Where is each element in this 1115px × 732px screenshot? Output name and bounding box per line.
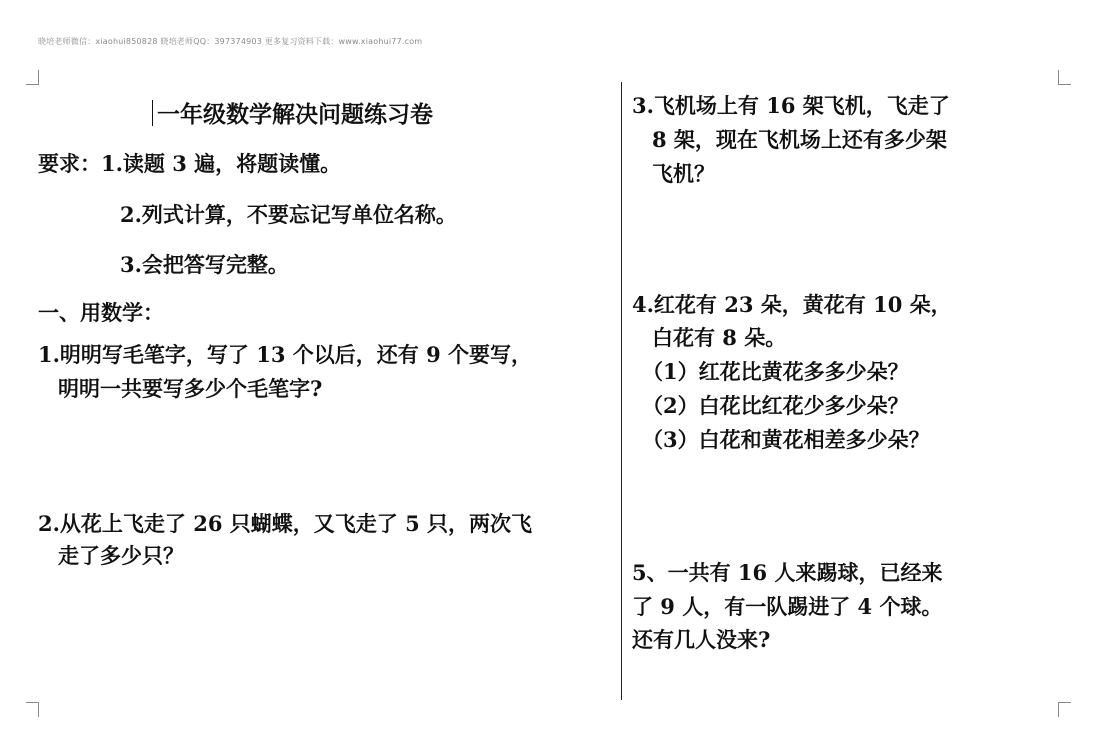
page-title: [152, 96, 433, 129]
question-4-sub-1: （1）红花比黄花多多少朵？: [642, 359, 909, 384]
corner-mark-bottom-left: [26, 702, 39, 717]
question-5-line-2: 了 9 人，有一队踢进了 4 个球。: [632, 594, 943, 619]
question-3-line-1: 3.飞机场上有 16 架飞机，飞走了: [632, 93, 950, 118]
question-2-line-1: 2.从花上飞走了 26 只蝴蝶，又飞走了 5 只，两次飞: [38, 511, 533, 536]
question-1-line-2: 明明一共要写多少个毛笔字?: [58, 376, 323, 401]
question-3-line-2: 8 架，现在飞机场上还有多少架: [652, 127, 947, 152]
question-2-line-2: 走了多少只？: [58, 543, 184, 568]
requirement-1: 要求：1.读题 3 遍，将题读懂。: [38, 151, 342, 176]
question-1-line-1: 1.明明写毛笔字，写了 13 个以后，还有 9 个要写，: [38, 342, 533, 367]
corner-mark-top-right: [1058, 70, 1071, 85]
question-5-line-3: 还有几人没来?: [632, 627, 771, 652]
header-watermark-note: 晓培老师微信：xiaohui850828 晓培老师QQ：397374903 更多复习资料下载：www.xiaohui77.com: [38, 37, 423, 46]
column-divider: [621, 82, 622, 700]
requirement-2: 2.列式计算，不要忘记写单位名称。: [120, 202, 457, 227]
corner-mark-bottom-right: [1058, 702, 1071, 717]
page-title-text: 一年级数学解决问题练习卷: [157, 101, 433, 128]
question-4-sub-3: （3）白花和黄花相差多少朵？: [642, 427, 930, 452]
corner-mark-top-left: [26, 70, 39, 85]
question-3-line-3: 飞机？: [652, 161, 715, 186]
question-5-line-1: 5、一共有 16 人来踢球，已经来: [632, 560, 943, 585]
question-4-line-1: 4.红花有 23 朵，黄花有 10 朵，: [632, 292, 952, 317]
requirement-3: 3.会把答写完整。: [120, 252, 289, 277]
text-cursor: [152, 100, 153, 126]
question-4-sub-2: （2）白花比红花少多少朵？: [642, 393, 909, 418]
section-heading: 一、用数学：: [38, 300, 164, 325]
question-4-line-2: 白花有 8 朵。: [652, 325, 787, 350]
